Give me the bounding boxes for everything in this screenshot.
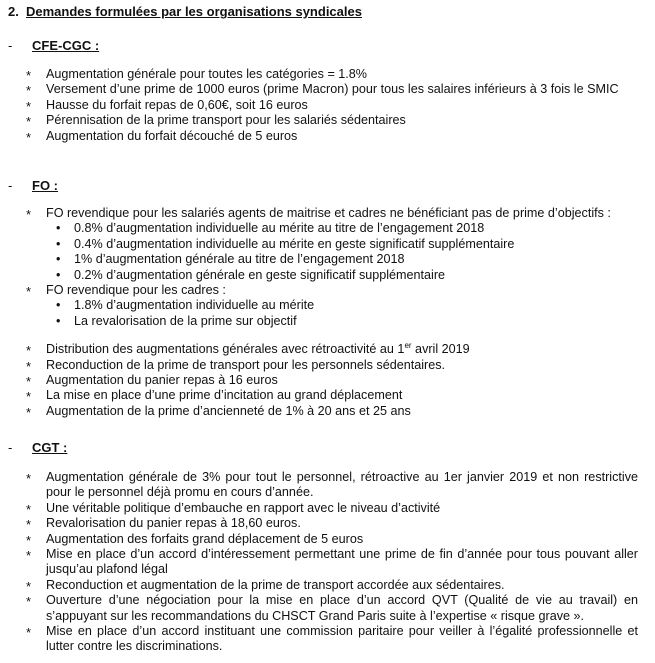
sub-item-text: 0.8% d’augmentation individuelle au mérite au titre de l’engagement 2018 (74, 221, 485, 236)
star-bullet: * (26, 578, 32, 594)
item-text: Ouverture d’une négociation pour la mise en place d’un accord QVT (Qualité de vie au travail) en s’appuyant sur les recommandations du CHSCT Grand Paris suite à l’expertise « risque grave ». (46, 593, 638, 623)
star-bullet: * (26, 548, 32, 564)
sub-list (46, 298, 638, 329)
list-item (26, 578, 638, 593)
star-bullet: * (26, 404, 32, 420)
list-item (26, 283, 638, 329)
item-text: FO revendique pour les salariés agents de maitrise et cadres ne bénéficiant pas de prime d’objectifs : (46, 206, 611, 220)
list-item (26, 358, 638, 373)
superscript: er (404, 341, 412, 351)
sub-item-text: 0.4% d’augmentation individuelle au mérite en geste significatif supplémentaire (74, 236, 515, 251)
item-text: Pérennisation de la prime transport pour les salariés sédentaires (46, 113, 406, 128)
list-item (26, 547, 638, 578)
list-item (26, 404, 638, 419)
item-text: La mise en place d’une prime d’incitation au grand déplacement (46, 388, 403, 403)
cfe-cgc-demands-list (26, 67, 638, 144)
section-heading (8, 4, 362, 19)
list-item (26, 98, 638, 113)
star-bullet: * (26, 83, 32, 99)
star-bullet: * (26, 532, 32, 548)
list-item (26, 593, 638, 624)
sub-list-item (46, 221, 638, 236)
star-bullet: * (26, 517, 32, 533)
list-item (26, 470, 638, 501)
dash-marker: - (8, 178, 13, 193)
item-text: FO revendique pour les cadres : (46, 283, 226, 298)
item-text: Hausse du forfait repas de 0,60€, soit 16 euros (46, 97, 308, 112)
org-name-cfe-cgc: CFE-CGC : (32, 38, 100, 53)
list-item (26, 129, 638, 144)
star-bullet: * (26, 284, 32, 300)
item-text: Versement d’une prime de 1000 euros (prime Macron) pour tous les salaires inférieurs à 3 fois le SMIC (46, 82, 619, 97)
dot-bullet: • (56, 298, 61, 313)
org-heading-cgt (8, 440, 67, 455)
list-item (26, 67, 638, 82)
star-bullet: * (26, 98, 32, 114)
dash-marker: - (8, 440, 13, 455)
dot-bullet: • (56, 236, 61, 251)
org-name-fo: FO : (32, 178, 58, 193)
list-item (26, 373, 638, 388)
item-text: Mise en place d’un accord instituant une commission paritaire pour veiller à l’égalité professionnelle et lutter contre les discriminations. (46, 624, 638, 654)
list-item (26, 624, 638, 655)
list-item (26, 206, 638, 283)
sub-list-item (46, 314, 638, 329)
dash-marker: - (8, 38, 13, 53)
item-text: Augmentation du panier repas à 16 euros (46, 373, 278, 388)
dot-bullet: • (56, 252, 61, 267)
item-text-end: avril 2019 (411, 342, 470, 357)
list-item (26, 516, 638, 531)
spacer (26, 329, 638, 342)
sub-list-item (46, 252, 638, 267)
item-text: Augmentation de la prime d’ancienneté de 1% à 20 ans et 25 ans (46, 403, 411, 418)
sub-item-text: 0.2% d’augmentation générale en geste significatif supplémentaire (74, 267, 446, 282)
star-bullet: * (26, 625, 32, 641)
sub-item-text: 1.8% d’augmentation individuelle au mérite (74, 298, 315, 313)
sub-item-text: 1% d’augmentation générale au titre de l’engagement 2018 (74, 252, 405, 267)
star-bullet: * (26, 389, 32, 405)
dot-bullet: • (56, 267, 61, 282)
item-text: Une véritable politique d’embauche en rapport avec le niveau d’activité (46, 500, 441, 515)
star-bullet: * (26, 68, 32, 83)
cgt-demands-list (26, 470, 638, 655)
dot-bullet: • (56, 221, 61, 236)
list-item (26, 532, 638, 547)
section-number: 2. (8, 4, 19, 19)
list-item (26, 82, 638, 97)
item-text: Augmentation générale pour toutes les catégories = 1.8% (46, 67, 367, 81)
list-item (26, 342, 638, 357)
org-heading-fo (8, 178, 58, 193)
sub-list-item (46, 268, 638, 283)
item-text: Distribution des augmentations générales avec rétroactivité au 1 (46, 342, 405, 357)
item-text: Revalorisation du panier repas à 18,60 euros. (46, 516, 301, 531)
star-bullet: * (26, 374, 32, 390)
sub-list (46, 221, 638, 283)
star-bullet: * (26, 114, 32, 130)
list-item (26, 501, 638, 516)
section-title: Demandes formulées par les organisations syndicales (26, 4, 362, 19)
star-bullet: * (26, 129, 32, 145)
item-text: Augmentation des forfaits grand déplacement de 5 euros (46, 531, 364, 546)
list-item (26, 388, 638, 403)
org-name-cgt: CGT : (32, 440, 68, 455)
star-bullet: * (26, 343, 32, 359)
item-text: Mise en place d’un accord d’intéressement permettant une prime de fin d’année pour tous pouvant aller jusqu’au plafond légal (46, 547, 638, 577)
sub-item-text: La revalorisation de la prime sur objectif (74, 313, 297, 328)
star-bullet: * (26, 594, 32, 610)
star-bullet: * (26, 358, 32, 374)
org-heading-cfe-cgc (8, 38, 99, 53)
item-text: Augmentation du forfait découché de 5 euros (46, 128, 298, 143)
star-bullet: * (26, 207, 32, 222)
item-text: Reconduction de la prime de transport pour les personnels sédentaires. (46, 357, 446, 372)
dot-bullet: • (56, 313, 61, 328)
fo-demands-list (26, 206, 638, 419)
star-bullet: * (26, 471, 32, 486)
item-text: Augmentation générale de 3% pour tout le personnel, rétroactive au 1er janvier 2019 et non restrictive pour le personnel déjà promu en cours d’année. (46, 470, 638, 500)
sub-list-item (46, 237, 638, 252)
star-bullet: * (26, 501, 32, 517)
sub-list-item (46, 298, 638, 313)
list-item (26, 113, 638, 128)
item-text: Reconduction et augmentation de la prime de transport accordée aux sédentaires. (46, 577, 505, 592)
